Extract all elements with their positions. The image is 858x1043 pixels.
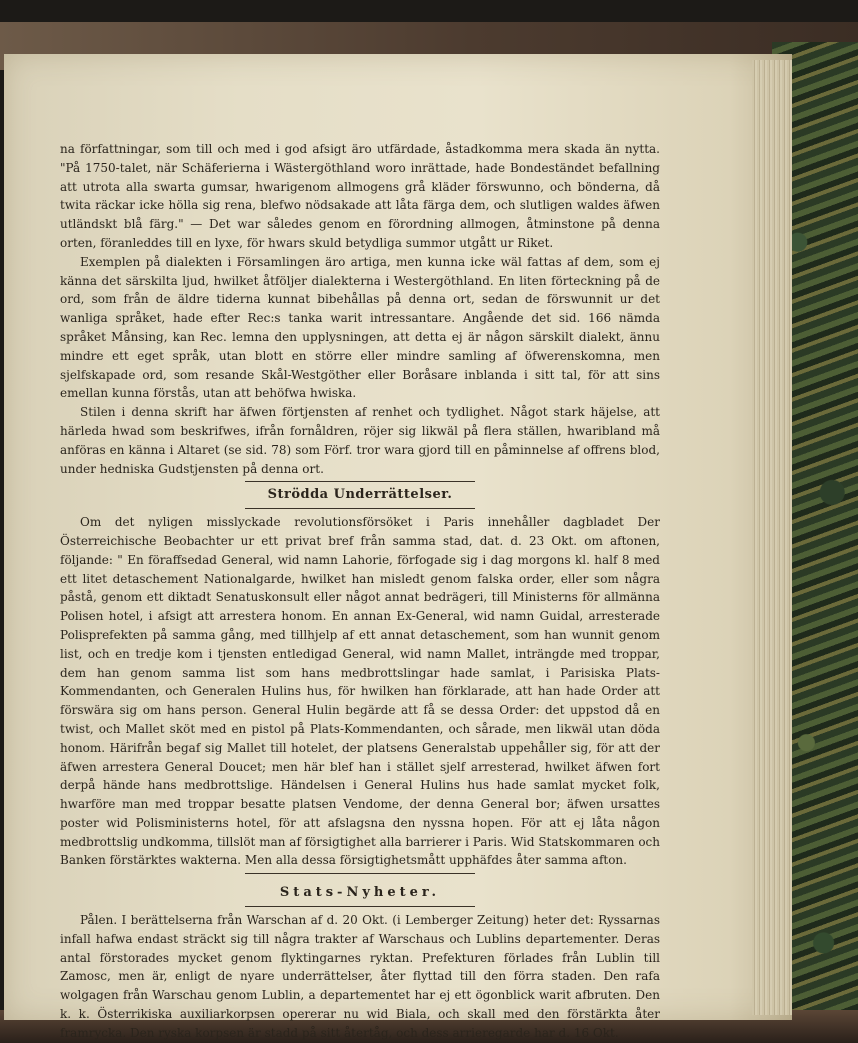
- news-paragraph: Om det nyligen misslyckade revolutionsförsöket i Paris innehåller dagbladet Der Österreichische Beobachter ur ett privat bref från samma stad, dat. d. 23 Okt. om aftonen, följande: " En föraffsedad General, wid namn Lahorie, förfogade sig i dag morgons kl. half 8 med ett litet detaschement Nationalgarde, hwilket han misledt genom falska order, eller som några påstå, genom ett diktadt Senatuskonsult eller något annat bedrägeri, till Ministerns för allmänna Polisen hotel, i afsigt att arrestera honom. En annan Ex-General, wid namn Guidal, arresterade Polisprefekten på samma gång, med tillhjelp af ett annat detaschement, som han wunnit genom list, och en tredje kom i tjensten entledigad General, wid namn Mallet, inträngde med troppar, dem han genom samma list som hans medbrottslingar hade samlat, i Parisiska Plats-Kommendanten, och Generalen Hulins hus, för hwilken han förklarade, att han hade Order att förswära sig om hans person. General Hulin begärde att få se dessa Order: det uppstod då en twist, och Mallet sköt med en pistol på Plats-Kommendanten, och sårade, men likwäl utan döda honom. Härifrån begaf sig Mallet till hotelet, der platsens Generalstab uppehåller sig, för att der äfwen arrestera General Doucet; men här blef han i stället sjelf arresterad, hwilket äfwen fort derpå hände hans medbrottslige. Händelsen i General Hulins hus hade samlat mycket folk, hwarföre man med troppar besatte platsen Vendome, der denna General bor; äfwen ursattes poster wid Polisministerns hotel, för att afslagsna den nyssna hopen. För att ej låta någon medbrottslig undkomma, tillslöt man af försigtighet alla barrierer i Paris. Wid Statskommaren och Banken förstärktes wakterna. Men alla dessa försigtighetsmått upphäfdes åter samma afton.: [60, 515, 660, 868]
- section-divider: [245, 481, 475, 482]
- review-paragraph-1: na författningar, som till och med i god afsigt äro utfärdade, åstadkomma mera skada än nytta. "På 1750-talet, när Schäferierna i Wästergöthland woro inrättade, hade Bondeständet befallning att utrota alla swarta gumsar, hwarigenom allmogens grå kläder förswunno, och bönderna, då twita räckar icke hölla sig rena, blefwo nödsakade att låta färga dem, och slutligen waldes äfwen utländskt blå färg." — Det war således genom en förordning allmogen, åtminstone på denna orten, föranleddes till en lyxe, för hwars skuld betydliga summor utgått ur Riket.: [60, 142, 660, 250]
- page-text: [60, 140, 660, 1043]
- state-news-paragraph: Pålen. I berättelserna från Warschan af d. 20 Okt. (i Lemberger Zeitung) heter det: Ryssarnas infall hafwa endast sträckt sig till några trakter af Warschaus och Lublins departementer. Deras antal förstorades mycket genom flyktingarnes ryktan. Prefekturen förlades från Lublin till Zamosc, men är, enligt de nyare underrättelser, åter flyttad till den förra staden. Den rafa wolgagen från Warschau genom Lublin, a departementet har ej ett ögonblick warit afbruten. Den k. k. Österrikiska auxiliarkorpsen opererar nu wid Biala, och skall med den förstärkta åter framrycka. Den ryska korpsen är stadd på sitt återtåg, och dess arrieregarde har d. 16 Okt.: [60, 913, 660, 1040]
- page-stack-edge: [752, 60, 792, 1015]
- section-heading-state-news: Stats-Nyheter.: [279, 885, 441, 901]
- section-heading-news: Strödda Underrättelser.: [267, 487, 453, 503]
- section-divider: [245, 906, 475, 907]
- review-paragraph-3: Stilen i denna skrift har äfwen förtjensten af renhet och tydlighet. Något stark häjelse, att härleda hwad som beskrifwes, ifrån fornåldren, röjer sig likwäl på flera ställen, hwaribland må anföras en känna i Altaret (se sid. 78) som Förf. tror wara gjord till en påminnelse af offrens blod, under hedniska Gudstjensten på denna ort.: [60, 405, 660, 476]
- section-divider: [245, 873, 475, 874]
- section-divider: [245, 508, 475, 509]
- review-paragraph-2: Exemplen på dialekten i Församlingen äro artiga, men kunna icke wäl fattas af dem, som ej känna det särskilta ljud, hwilket åtföljer dialekterna i Westergöthland. En liten förteckning på de ord, som från de äldre tiderna kunnat bibehållas på denna ort, sedan de förswunnit ur det wanliga språket, hade efter Rec:s tanka warit intressantare. Angående det sid. 166 nämda språket Månsing, kan Rec. lemna den upplysningen, att detta ej är någon särskilt dialekt, ännu mindre ett eget språk, utan blott en större eller mindre samling af öfwerenskomna, men sjelfskapade ord, som resande Skål-Westgöther eller Boråsare inblanda i sitt tal, för att sins emellan kunna förstås, utan att behöfwa hwiska.: [60, 254, 660, 401]
